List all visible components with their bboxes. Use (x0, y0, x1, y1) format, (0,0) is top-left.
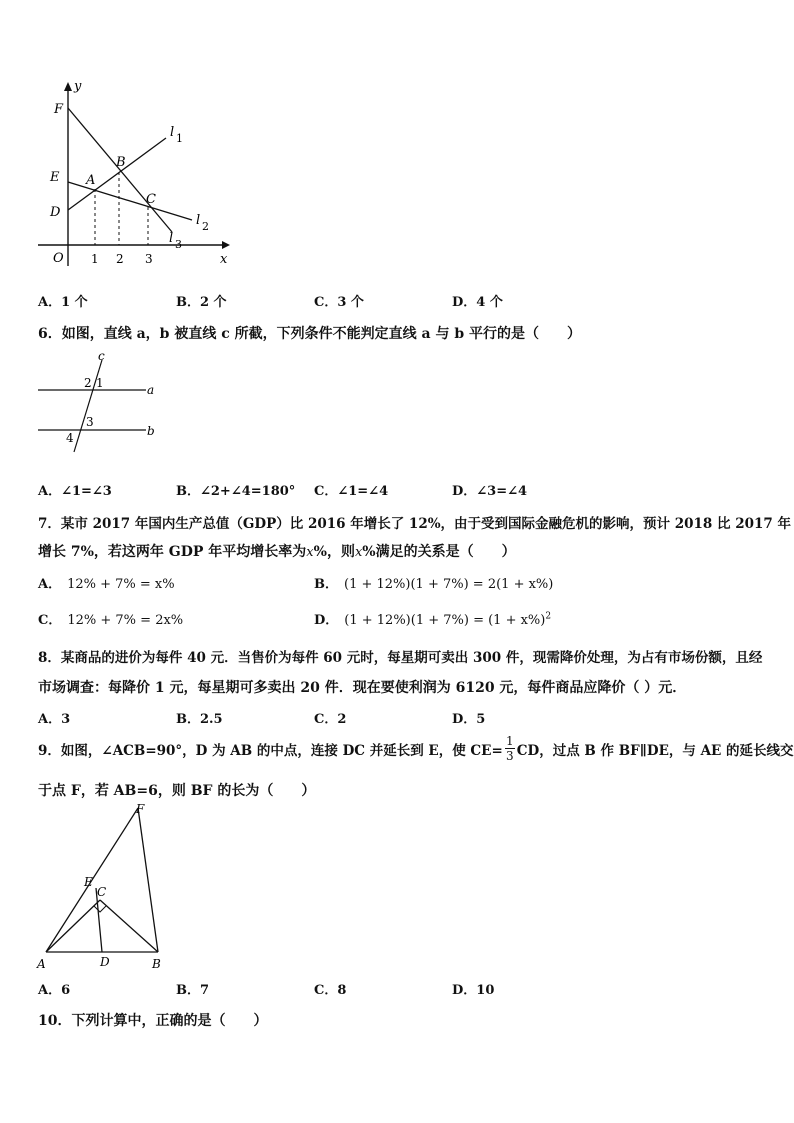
q7-option-a[interactable] (38, 573, 175, 592)
q7-option-d-label: D． (314, 613, 339, 628)
x-axis-label: x (220, 252, 228, 267)
q7-stem-line2 (38, 541, 516, 561)
q8-option-d[interactable]: D．5 (452, 712, 486, 727)
segment-AC (46, 900, 100, 952)
q9-stem-line2: 于点 F，若 AB=6，则 BF 的长为（ ） (38, 783, 316, 799)
q9-fraction-numerator: 1 (505, 734, 514, 748)
q9-option-c[interactable]: C．8 (314, 983, 347, 998)
q5-option-c[interactable]: C．3 个 (314, 295, 364, 310)
point-E-label: E (50, 170, 60, 185)
q7-option-c-formula: 12% + 7% = 2x% (67, 613, 184, 628)
line-a-label: a (147, 383, 155, 397)
point-F-label: F (136, 802, 145, 816)
line-l1-subscript: 1 (176, 132, 183, 145)
q7-option-b-formula: (1 + 12%)(1 + 7%) = 2(1 + x%) (344, 577, 554, 592)
line-l2-label: l (196, 213, 201, 228)
point-C-label: C (146, 192, 156, 207)
line-FC (68, 108, 175, 232)
q9-option-b[interactable]: B．7 (176, 983, 210, 998)
q7-option-d[interactable] (314, 609, 551, 628)
point-C-label: C (97, 885, 107, 899)
q8-stem-line1: 8．某商品的进价为每件 40 元．当售价为每件 60 元时，每星期可卖出 300 件，现需降价处理，为占有市场份额，且经 (38, 650, 763, 666)
point-B-label: B (152, 957, 161, 971)
line-c-label: c (98, 349, 105, 363)
segment-BC (100, 900, 158, 952)
q5-option-b[interactable]: B．2 个 (176, 295, 227, 310)
angle-3-label: 3 (86, 415, 94, 429)
q8-option-b[interactable]: B．2.5 (176, 712, 223, 727)
q7-option-a-label: A． (38, 577, 62, 592)
point-F-label: F (54, 102, 64, 117)
q8-option-c[interactable]: C．2 (314, 712, 347, 727)
q10-stem: 10．下列计算中，正确的是（ ） (38, 1013, 268, 1029)
q6-option-c[interactable]: C．∠1=∠4 (314, 484, 389, 499)
point-D-label: D (50, 205, 61, 220)
y-axis-label: y (74, 79, 82, 94)
line-b-label: b (147, 424, 155, 438)
angle-4-label: 4 (66, 431, 74, 445)
point-B-label: B (116, 155, 126, 170)
line-l1-label: l (170, 125, 175, 140)
q7-option-d-exponent: 2 (545, 611, 552, 622)
line-l2-subscript: 2 (202, 220, 209, 233)
q5-option-a[interactable]: A．1 个 (38, 295, 88, 310)
line-l3-label: l (169, 231, 174, 246)
point-A-label: A (37, 957, 46, 971)
q7-option-c[interactable] (38, 609, 183, 628)
q9-option-a[interactable]: A．6 (38, 983, 71, 998)
origin-label: O (53, 251, 64, 266)
q6-option-d[interactable]: D．∠3=∠4 (452, 484, 528, 499)
tick-1-label: 1 (91, 252, 99, 266)
q8-option-a[interactable]: A．3 (38, 712, 71, 727)
q5-option-d[interactable]: D．4 个 (452, 295, 503, 310)
q7-stem-line1: 7．某市 2017 年国内生产总值（GDP）比 2016 年增长了 12%，由于受到国际金融危机的影响，预计 2018 比 2017 年 (38, 516, 791, 532)
segment-BF (138, 808, 158, 952)
point-A-label: A (86, 173, 96, 188)
q6-stem: 6．如图，直线 a，b 被直线 c 所截，下列条件不能判定直线 a 与 b 平行的是（ ） (38, 326, 581, 342)
angle-1-label: 1 (96, 376, 104, 390)
q9-fraction (505, 734, 515, 763)
q6-option-b[interactable]: B．∠2+∠4=180° (176, 484, 296, 499)
right-angle-mark (94, 906, 106, 912)
q6-option-a[interactable]: A．∠1=∠3 (38, 484, 112, 499)
q9-fraction-denominator: 3 (505, 749, 514, 763)
q9-triangle-figure (34, 800, 174, 972)
point-D-label: D (100, 955, 110, 969)
q7-option-c-label: C． (38, 613, 62, 628)
q7-stem-part-a: 增长 7%，若这两年 GDP 年平均增长率为 (38, 544, 307, 560)
q9-stem-part-a: 9．如图，∠ACB=90°，D 为 AB 的中点，连接 DC 并延长到 E，使 CE= (38, 742, 503, 759)
q9-stem-line1 (38, 734, 794, 763)
q9-stem-part-b: CD，过点 B 作 BF∥DE，与 AE 的延长线交 (516, 742, 794, 759)
line-l3-subscript: 3 (175, 238, 182, 251)
tick-3-label: 3 (145, 252, 153, 266)
q7-stem-part-c: %满足的关系是（ ） (362, 544, 516, 560)
q8-stem-line2: 市场调查：每降价 1 元，每星期可多卖出 20 件．现在要使利润为 6120 元，每件商品应降价（ ）元． (38, 680, 687, 696)
q7-option-b-label: B． (314, 577, 338, 592)
angle-2-label: 2 (84, 376, 92, 390)
q9-option-d[interactable]: D．10 (452, 983, 495, 998)
tick-2-label: 2 (116, 252, 124, 266)
q6-parallel-lines-figure (36, 348, 160, 462)
x-axis-arrow (222, 241, 230, 249)
q7-variable-x: x (306, 545, 314, 560)
y-axis-arrow (64, 82, 72, 91)
q7-stem-part-b: %，则 (313, 544, 355, 560)
q7-option-d-formula: (1 + 12%)(1 + 7%) = (1 + x%) (344, 613, 546, 628)
q5-coordinate-figure (30, 70, 250, 275)
q7-variable-x-2: x (354, 545, 363, 560)
q7-option-b[interactable] (314, 573, 553, 592)
q7-option-a-formula: 12% + 7% = x% (67, 577, 175, 592)
point-E-label: E (84, 875, 93, 889)
line-c (74, 360, 102, 452)
